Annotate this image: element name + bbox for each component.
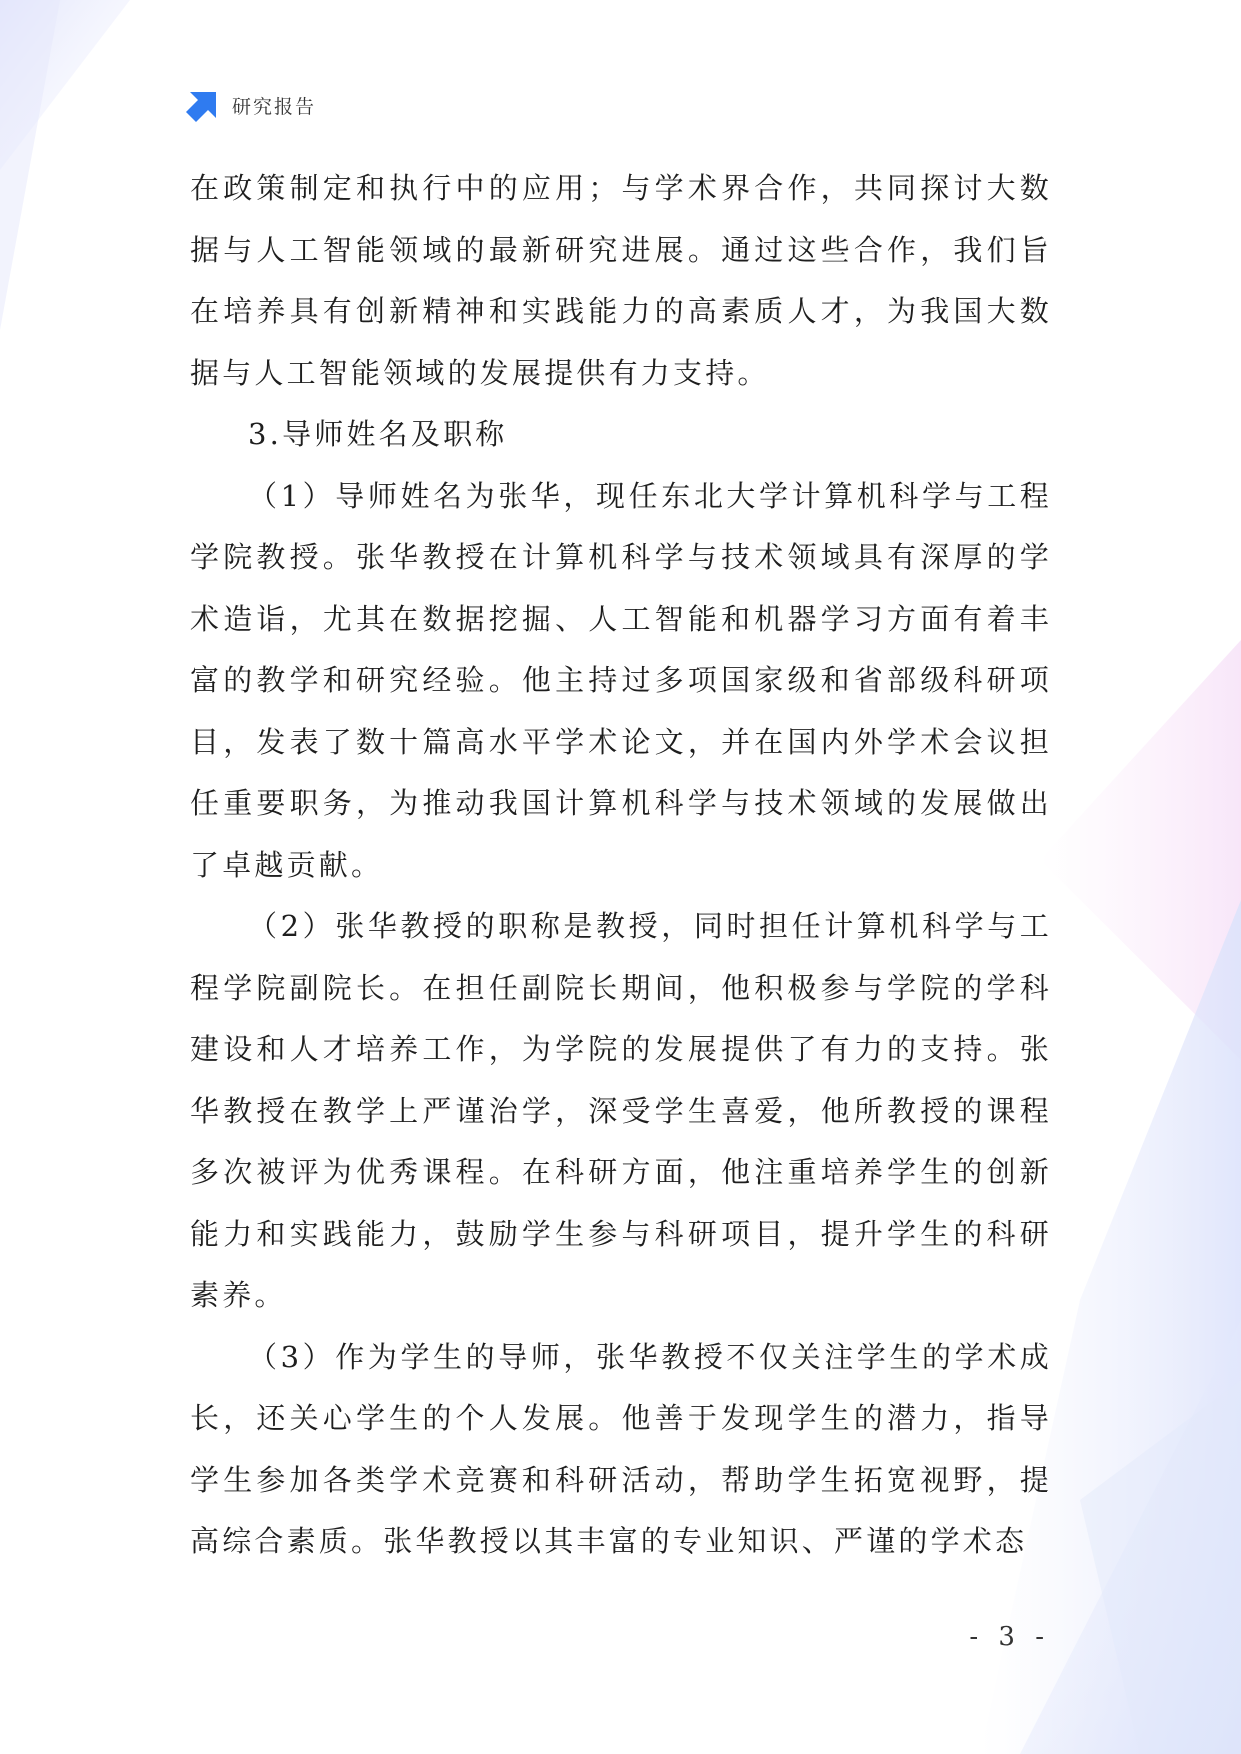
paragraph-item-2: （2）张华教授的职称是教授，同时担任计算机科学与工程学院副院长。在担任副院长期间，他积极参与学院的学科建设和人才培养工作，为学院的发展提供了有力的支持。张华教授在教学上严谨治学，深受学生喜爱，他所教授的课程多次被评为优秀课程。在科研方面，他注重培养学生的创新能力和实践能力，鼓励学生参与科研项目，提升学生的科研素养。 (190, 909, 1052, 1312)
arrow-up-right-icon (186, 88, 220, 122)
paragraph-continued: 在政策制定和执行中的应用；与学术界合作，共同探讨大数据与人工智能领域的最新研究进展。通过这些合作，我们旨在培养具有创新精神和实践能力的高素质人才，为我国大数据与人工智能领域的发展提供有力支持。 (190, 171, 1052, 390)
page-header (186, 88, 316, 122)
header-title: 研究报告 (232, 95, 317, 118)
section-heading: 3.导师姓名及职称 (248, 417, 508, 451)
page-number: - 3 - (969, 1622, 1050, 1652)
paragraph-item-3: （3）作为学生的导师，张华教授不仅关注学生的学术成长，还关心学生的个人发展。他善于发现学生的潜力，指导学生参加各类学术竞赛和科研活动，帮助学生拓宽视野，提高综合素质。张华教授以其丰富的专业知识、严谨的学术态 (190, 1339, 1052, 1558)
paragraph-item-1: （1）导师姓名为张华，现任东北大学计算机科学与工程学院教授。张华教授在计算机科学与技术领域具有深厚的学术造诣，尤其在数据挖掘、人工智能和机器学习方面有着丰富的教学和研究经验。他主持过多项国家级和省部级科研项目，发表了数十篇高水平学术论文，并在国内外学术会议担任重要职务，为推动我国计算机科学与技术领域的发展做出了卓越贡献。 (190, 478, 1052, 882)
document-body (190, 158, 1052, 1573)
